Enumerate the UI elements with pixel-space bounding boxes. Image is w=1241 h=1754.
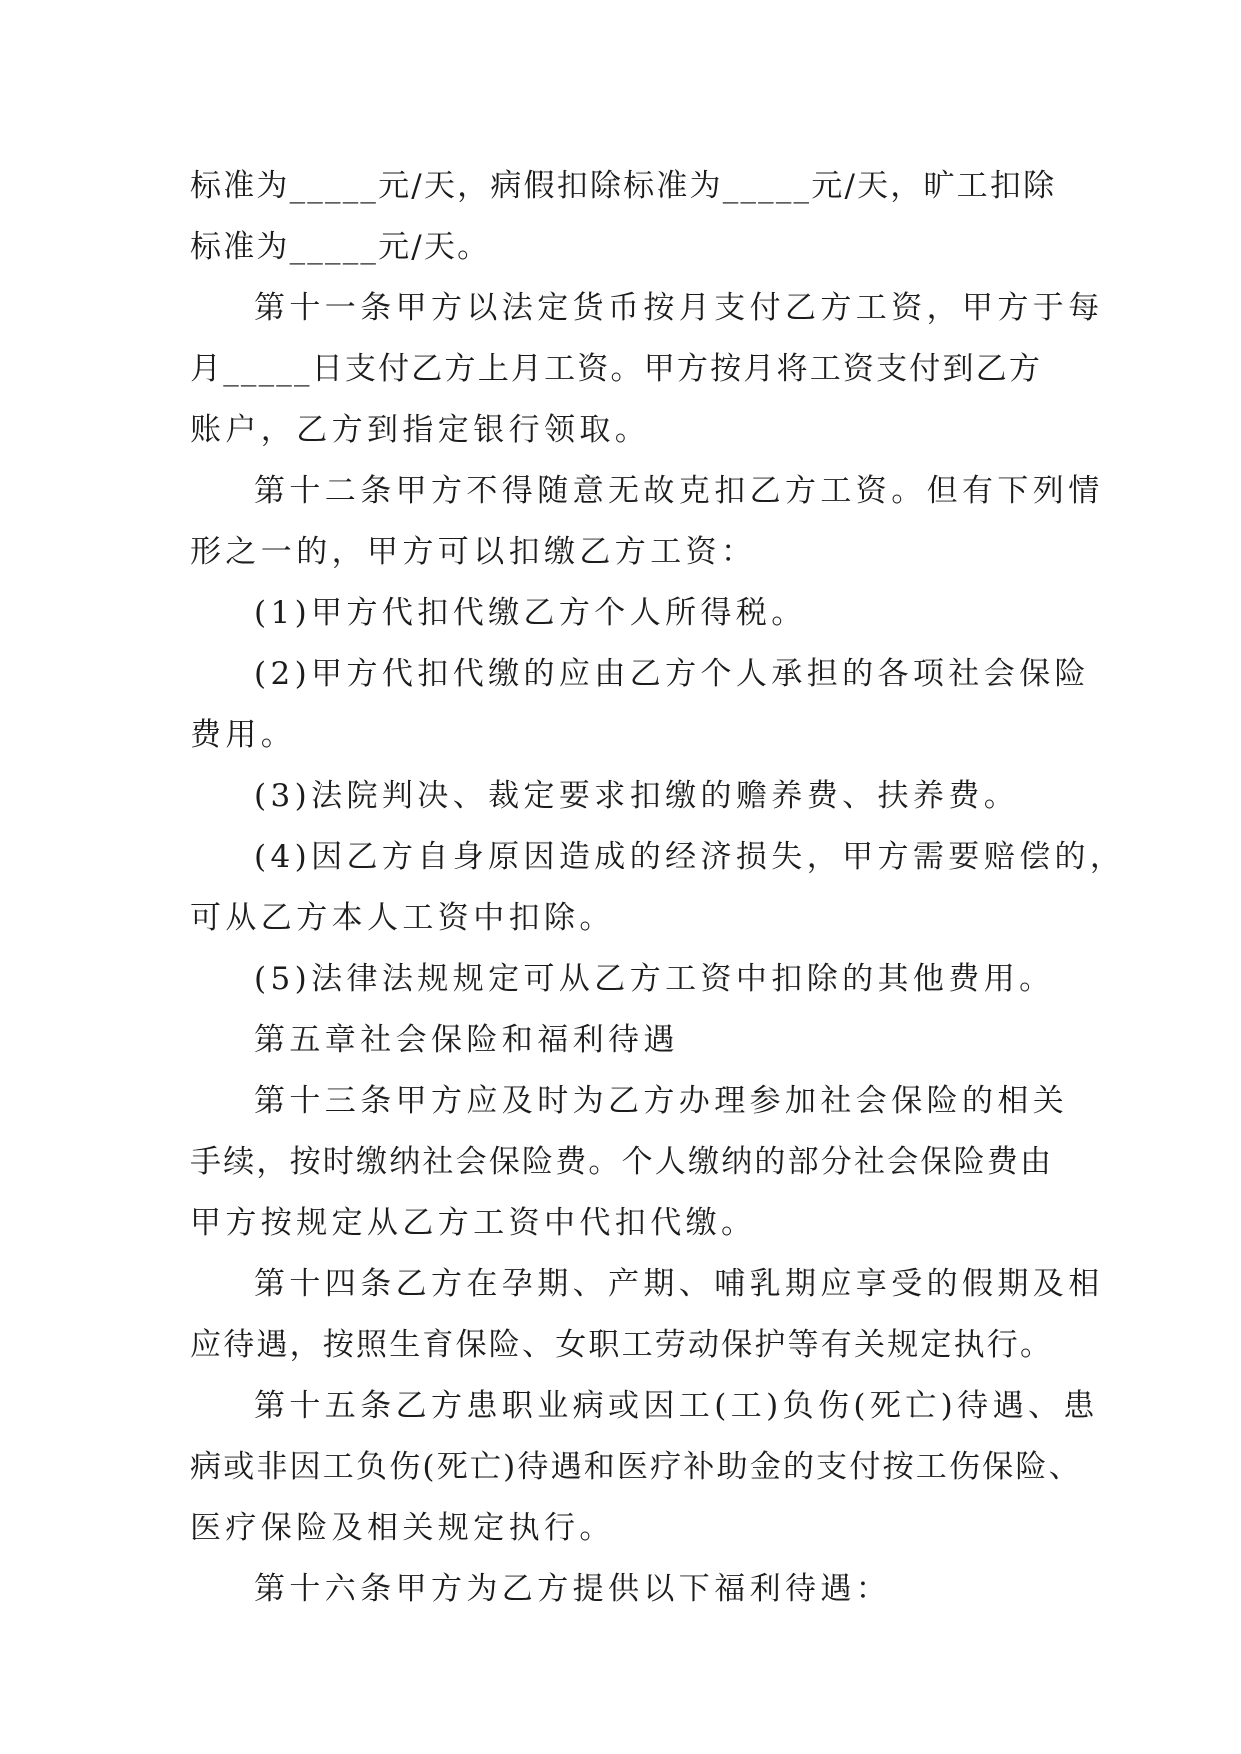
text-line: 标准为_____元/天。 [190, 229, 491, 265]
text-line: (2)甲方代扣代缴的应由乙方个人承担的各项社会保险 [254, 656, 1090, 692]
text-line: 费用。 [190, 717, 297, 753]
text-line: 形之一的，甲方可以扣缴乙方工资： [190, 534, 757, 570]
text-line: 第十四条乙方在孕期、产期、哺乳期应享受的假期及相 [254, 1266, 1104, 1302]
text-line: 应待遇，按照生育保险、女职工劳动保护等有关规定执行。 [190, 1327, 1054, 1363]
chapter-heading: 第五章社会保险和福利待遇 [254, 1022, 679, 1058]
text-line: (1)甲方代扣代缴乙方个人所得税。 [254, 595, 807, 631]
text-line: 第十三条甲方应及时为乙方办理参加社会保险的相关 [254, 1083, 1069, 1119]
text-line: 病或非因工负伤(死亡)待遇和医疗补助金的支付按工伤保险、 [190, 1449, 1082, 1485]
text-line: 可从乙方本人工资中扣除。 [190, 900, 615, 936]
document-body [190, 156, 1126, 1620]
text-line: 医疗保险及相关规定执行。 [190, 1510, 615, 1546]
text-line: 第十五条乙方患职业病或因工(工)负伤(死亡)待遇、患 [254, 1388, 1099, 1424]
text-line: 第十六条甲方为乙方提供以下福利待遇： [254, 1571, 892, 1607]
text-line: (3)法院判决、裁定要求扣缴的赡养费、扶养费。 [254, 778, 1020, 814]
text-line: (4)因乙方自身原因造成的经济损失，甲方需要赔偿的， [254, 839, 1126, 875]
text-line: 账户，乙方到指定银行领取。 [190, 412, 651, 448]
text-line: (5)法律法规规定可从乙方工资中扣除的其他费用。 [254, 961, 1055, 997]
text-line: 第十一条甲方以法定货币按月支付乙方工资，甲方于每 [254, 290, 1104, 326]
text-line: 甲方按规定从乙方工资中代扣代缴。 [190, 1205, 757, 1241]
text-line: 手续，按时缴纳社会保险费。个人缴纳的部分社会保险费由 [190, 1144, 1054, 1180]
text-line: 标准为_____元/天，病假扣除标准为_____元/天，旷工扣除 [190, 168, 1057, 204]
text-line: 月_____日支付乙方上月工资。甲方按月将工资支付到乙方 [190, 351, 1043, 387]
text-line: 第十二条甲方不得随意无故克扣乙方工资。但有下列情 [254, 473, 1104, 509]
